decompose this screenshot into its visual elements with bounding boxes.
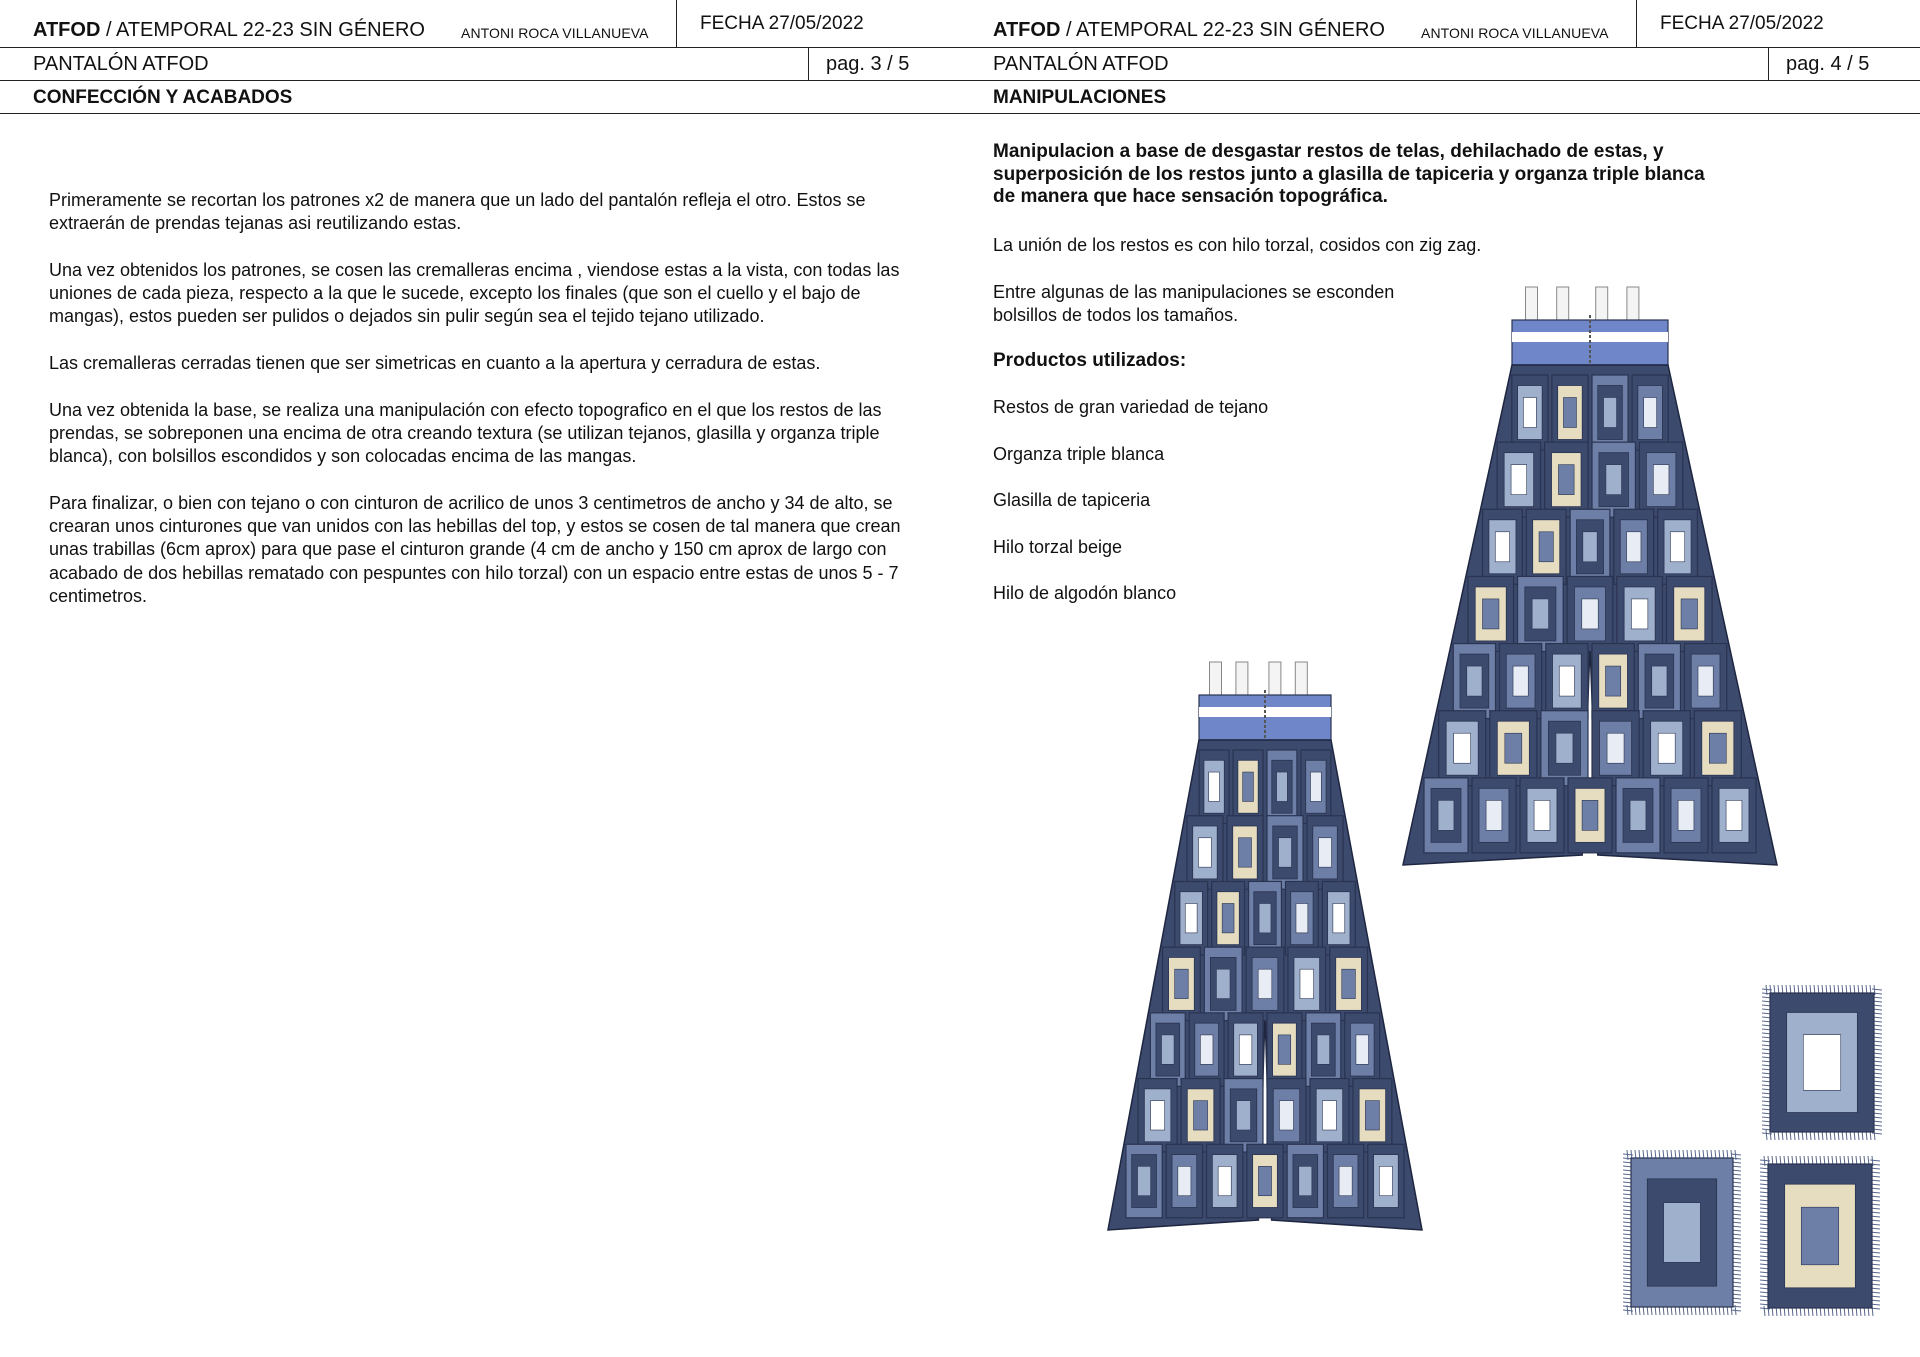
section-title: CONFECCIÓN Y ACABADOS [33, 87, 293, 108]
products-title: Productos utilizados: [993, 350, 1187, 371]
patch-inner [1653, 465, 1669, 495]
patch-inner [1178, 1166, 1191, 1195]
fabric-swatch [1623, 1150, 1741, 1315]
patch-inner [1604, 398, 1617, 428]
header-row-subtitle [960, 48, 1920, 81]
garment-illustration-back [1395, 285, 1785, 885]
page-number: pag. 3 / 5 [826, 53, 910, 75]
product-item: Organza triple blanca [993, 444, 1165, 464]
patch-inner [1630, 800, 1646, 830]
header-date: FECHA 27/05/2022 [1660, 13, 1824, 34]
patch-inner [1631, 599, 1647, 629]
patch-inner [1279, 1101, 1293, 1130]
pockets-text-line: bolsillos de todos los tamaños. [993, 305, 1239, 325]
union-text: La unión de los restos es con hilo torzal, cosidos con zig zag. [993, 235, 1482, 255]
fringe [1731, 1310, 1741, 1311]
product-item: Restos de gran variedad de tejano [993, 397, 1269, 417]
patch-inner [1296, 903, 1308, 932]
patch-inner [1333, 903, 1345, 932]
patch-inner [1258, 969, 1272, 998]
header-author: ANTONI ROCA VILLANUEVA [461, 25, 649, 41]
fringe [1870, 1160, 1880, 1161]
patch-inner [1198, 838, 1211, 867]
patch-inner [1339, 1166, 1352, 1195]
patch-inner [1185, 903, 1197, 932]
patch-inner [1218, 1166, 1231, 1195]
header-row-section [0, 81, 960, 114]
patch-inner [1319, 838, 1332, 867]
patch-inner [1801, 1207, 1838, 1265]
patch-inner [1803, 1035, 1840, 1091]
patch-inner [1317, 1035, 1330, 1064]
patch-inner [1299, 1166, 1312, 1195]
patch-inner [1607, 733, 1624, 763]
patch-inner [1523, 398, 1536, 428]
fringe [1764, 1306, 1765, 1316]
header-divider [1636, 0, 1637, 48]
header-author: ANTONI ROCA VILLANUEVA [1421, 25, 1609, 41]
product-item: Glasilla de tapiceria [993, 490, 1151, 510]
patch-inner [1539, 532, 1553, 562]
header-brand: ATFOD / ATEMPORAL 22-23 SIN GÉNERO [993, 19, 1385, 41]
fringe [1872, 1133, 1882, 1134]
patch-inner [1222, 903, 1234, 932]
patch-inner [1175, 969, 1189, 998]
patch-inner [1652, 666, 1667, 696]
patch-inner [1606, 666, 1621, 696]
patch-inner [1563, 398, 1576, 428]
patch-inner [1438, 800, 1454, 830]
fringe [1766, 1130, 1767, 1140]
body-text [49, 189, 911, 632]
patch-inner [1495, 532, 1509, 562]
patch-inner [1138, 1166, 1151, 1195]
patch-inner [1532, 599, 1548, 629]
fringe [1872, 989, 1882, 990]
patch-inner [1534, 800, 1550, 830]
paragraph: Para finalizar, o bien con tejano o con cinturon de acrilico de unos 3 centimetros de ancho y 34 de alto, se crearan unos cinturones que van unidos con las hebillas del top, y estos se cosen de tal manera que crean unas trabillas (6cm aprox) para que pase el cinturon grande (4 cm de ancho y 150 cm aprox de largo con acabado de dos hebillas rematado con pespuntes con hilo torzal) con un espacio entre estas de unos 5 - 7 centimetros. [49, 492, 901, 607]
patch-inner [1583, 532, 1597, 562]
patch-inner [1342, 969, 1356, 998]
header-divider [808, 48, 809, 81]
header-divider [1768, 48, 1769, 81]
patch-inner [1559, 666, 1574, 696]
patch-inner [1278, 1035, 1291, 1064]
patch-inner [1379, 1166, 1392, 1195]
patch-inner [1698, 666, 1713, 696]
paragraph: Una vez obtenida la base, se realiza una manipulación con efecto topografico en el que los restos de las prendas, se sobreponen una encima de otra creando textura (se utilizan tejanos, glasilla y organza triple blanca), con bolsillos escondidos y son colocadas encima de las mangas. [49, 399, 882, 467]
header-row-subtitle [0, 48, 960, 81]
garment-illustration-front [1100, 660, 1430, 1250]
intro-text: Manipulacion a base de desgastar restos de telas, dehilachado de estas, y superposición de los restos junto a glasilla de tapiceria y organza triple blanca de manera que hace sensación topográfica. [993, 141, 1705, 207]
patch-inner [1300, 969, 1314, 998]
patch-inner [1582, 800, 1598, 830]
patch-inner [1209, 772, 1220, 801]
patch-inner [1664, 1203, 1701, 1263]
patch-inner [1216, 969, 1230, 998]
header-row-top [0, 0, 960, 48]
pockets-text-line: Entre algunas de las manipulaciones se esconden [993, 282, 1395, 302]
patch-inner [1670, 532, 1684, 562]
patch-inner [1627, 532, 1641, 562]
header-divider [676, 0, 677, 48]
paragraph: Las cremalleras cerradas tienen que ser simetricas en cuanto a la apertura y cerradura de estas. [49, 353, 821, 374]
fabric-swatch [1760, 1156, 1880, 1316]
patch-inner [1726, 800, 1742, 830]
patch-inner [1467, 666, 1482, 696]
paragraph: Una vez obtenidos los patrones, se cosen las cremalleras encima , viendose estas a la vista, con todas las uniones de cada pieza, respecto a la que le sucede, excepto los finales (que son el cuello y el bajo de mangas), estos pueden ser pulidos o dejados sin pulir según sea el tejido tejano utilizado. [49, 259, 900, 327]
patch-inner [1454, 733, 1471, 763]
patch-inner [1678, 800, 1694, 830]
header-row-section [960, 81, 1920, 114]
page-number: pag. 4 / 5 [1786, 53, 1870, 75]
page-4 [960, 0, 1920, 1357]
patch-inner [1200, 1035, 1213, 1064]
patch-inner [1311, 772, 1322, 801]
header-date: FECHA 27/05/2022 [700, 13, 864, 34]
patch-inner [1681, 599, 1697, 629]
patch-inner [1161, 1035, 1174, 1064]
header-subtitle: PANTALÓN ATFOD [993, 53, 1169, 75]
product-item: Hilo de algodón blanco [993, 583, 1177, 603]
fringe [1731, 1154, 1741, 1155]
patch-inner [1365, 1101, 1379, 1130]
patch-inner [1279, 838, 1292, 867]
patch-inner [1658, 733, 1675, 763]
patch-inner [1258, 1166, 1271, 1195]
product-item: Hilo torzal beige [993, 537, 1123, 557]
header-brand: ATFOD / ATEMPORAL 22-23 SIN GÉNERO [33, 19, 425, 41]
patch-inner [1644, 398, 1657, 428]
patch-inner [1356, 1035, 1369, 1064]
patch-inner [1556, 733, 1573, 763]
patch-inner [1322, 1101, 1336, 1130]
patch-inner [1582, 599, 1598, 629]
patch-inner [1486, 800, 1502, 830]
patch-inner [1606, 465, 1622, 495]
patch-inner [1194, 1101, 1208, 1130]
header-subtitle: PANTALÓN ATFOD [33, 53, 209, 75]
patch-inner [1558, 465, 1574, 495]
patch-inner [1151, 1101, 1165, 1130]
patch-inner [1239, 1035, 1252, 1064]
patch-inner [1483, 599, 1499, 629]
patch-inner [1238, 838, 1251, 867]
fabric-swatch [1762, 985, 1882, 1140]
patch-inner [1277, 772, 1288, 801]
patch-inner [1259, 903, 1271, 932]
patch-inner [1243, 772, 1254, 801]
paragraph: Primeramente se recortan los patrones x2 de manera que un lado del pantalón refleja el otro. Estos se extraerán de prendas tejanas asi reutilizando estas. [49, 190, 866, 234]
patch-inner [1513, 666, 1528, 696]
patch-inner [1237, 1101, 1251, 1130]
patch-inner [1511, 465, 1527, 495]
section-title: MANIPULACIONES [993, 87, 1167, 108]
patch-inner [1709, 733, 1726, 763]
header-row-top [960, 0, 1920, 48]
patch-inner [1505, 733, 1522, 763]
